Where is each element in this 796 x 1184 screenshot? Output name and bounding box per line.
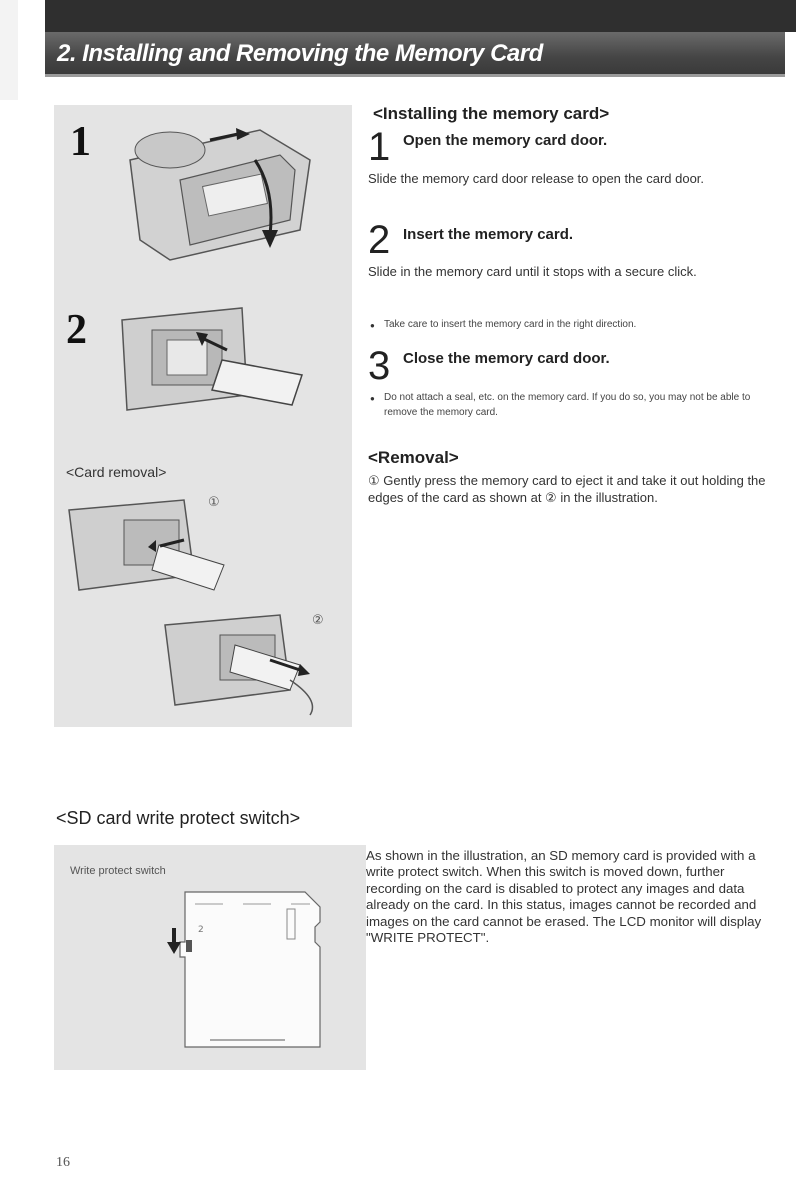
section-header (45, 32, 785, 74)
figure-step-2-number: 2 (66, 307, 87, 353)
page-edge (0, 0, 18, 100)
page-number: 16 (56, 1155, 70, 1170)
step-2-number: 2 (368, 218, 391, 262)
step-2-note: ● Take care to insert the memory card in the right direction. (384, 317, 774, 332)
sd-description: As shown in the illustration, an SD memory card is provided with a write protect switch. When this switch is moved down, further recording on the card is disabled to protect any images and data already on the card. In this status, images cannot be recorded and images on the card cannot be erased. The LCD monitor will display "WRITE PROTECT". (366, 848, 762, 946)
camera-open-door-illustration (110, 120, 330, 270)
step-3-note: ● Do not attach a seal, etc. on the memory card. If you do so, you may not be able to remove the memory card. (384, 390, 774, 420)
step-3-number: 3 (368, 344, 391, 388)
removal-step-1-marker: ① (208, 494, 220, 509)
step-1-text: Slide the memory card door release to open the card door. (368, 171, 705, 186)
installing-heading: <Installing the memory card> (373, 104, 610, 123)
removal-step-2-marker: ② (312, 612, 324, 627)
removal-text: ① Gently press the memory card to eject it and take it out holding the edges of the card as shown at ② in the illustration. (368, 473, 766, 505)
step-2-text: Slide in the memory card until it stops with a secure click. (368, 264, 697, 279)
step-1-title: Open the memory card door. (403, 132, 608, 149)
sd-heading: <SD card write protect switch> (56, 808, 301, 828)
top-dark-band (45, 0, 796, 32)
camera-insert-card-illustration (112, 300, 332, 420)
write-protect-label: Write protect switch (70, 865, 166, 877)
section-title: 2. Installing and Removing the Memory Card (57, 40, 543, 67)
svg-text:2: 2 (198, 925, 204, 935)
down-arrow-icon (167, 928, 181, 954)
removal-heading: <Removal> (368, 448, 459, 467)
step-3-title: Close the memory card door. (403, 350, 610, 367)
step-2-title: Insert the memory card. (403, 226, 574, 243)
sd-card-illustration (160, 882, 330, 1052)
figure-step-1-number: 1 (70, 119, 91, 165)
step-1-number: 1 (368, 125, 391, 169)
card-removal-label: <Card removal> (66, 464, 167, 480)
